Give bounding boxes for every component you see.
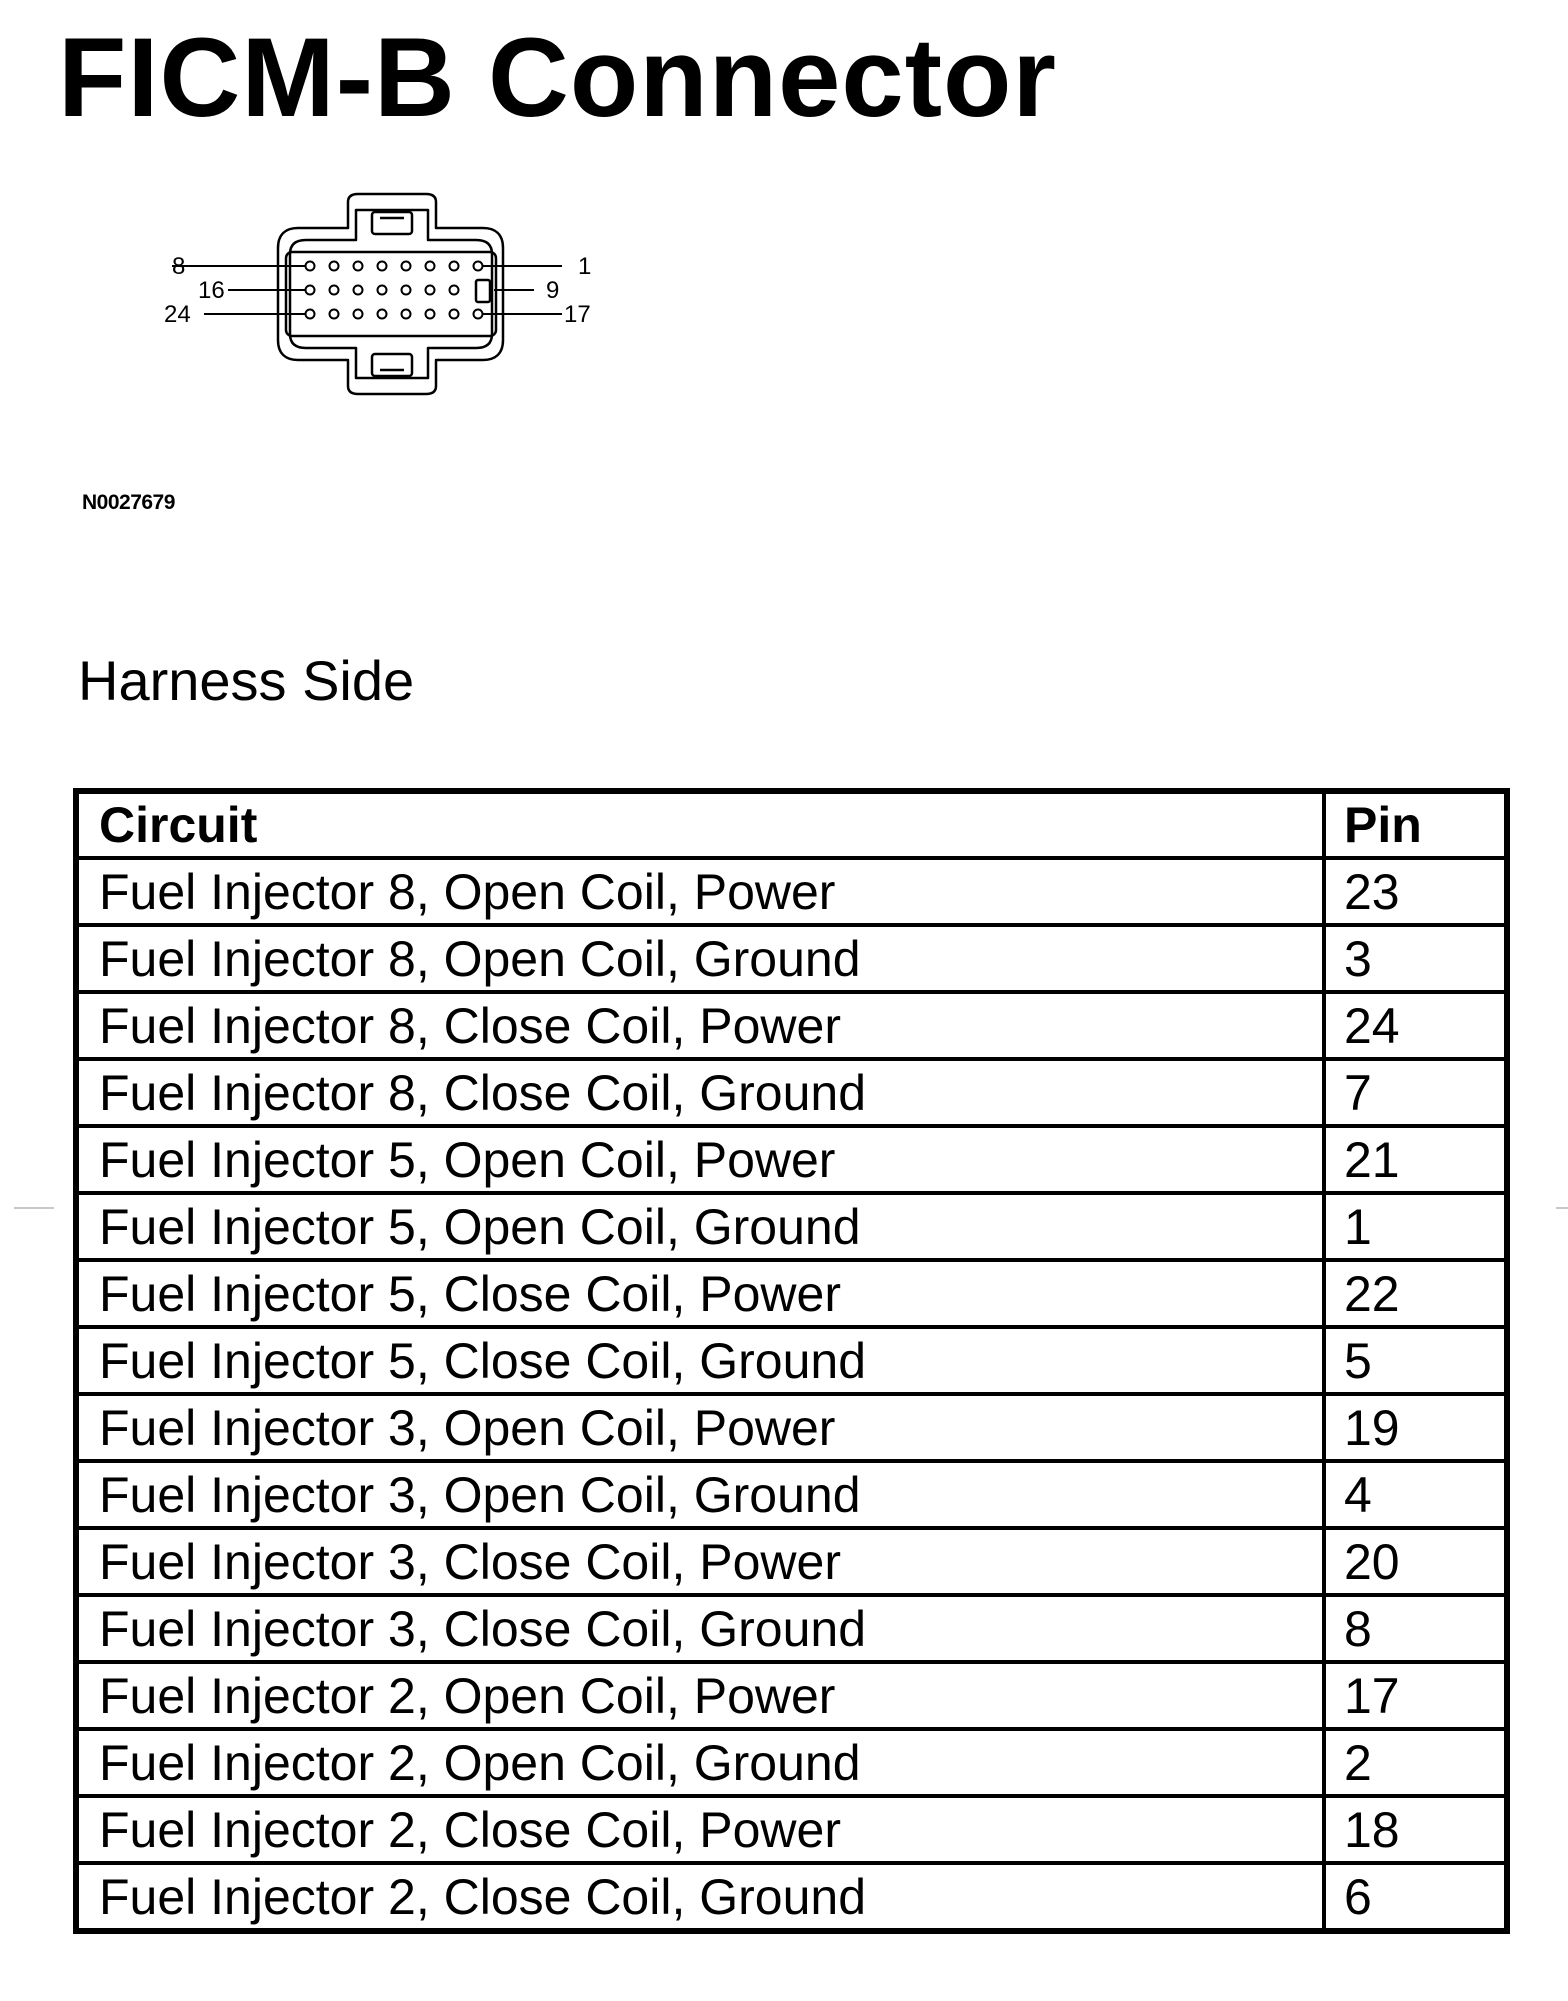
scan-artifact-left [14, 1207, 54, 1209]
scan-artifact-right [1556, 1207, 1568, 1209]
pin-label-17: 17 [564, 301, 591, 328]
circuit-cell: Fuel Injector 8, Close Coil, Ground [77, 1059, 1324, 1126]
pin-cell: 20 [1324, 1528, 1506, 1595]
pin-cell: 1 [1324, 1193, 1506, 1260]
pin-cell: 3 [1324, 925, 1506, 992]
circuit-cell: Fuel Injector 8, Close Coil, Power [77, 992, 1324, 1059]
pin-label-9: 9 [546, 277, 560, 304]
circuit-cell: Fuel Injector 3, Open Coil, Power [77, 1394, 1324, 1461]
pin-row-top [306, 262, 483, 271]
table-row [77, 1260, 1506, 1327]
table-row [77, 1863, 1506, 1930]
connector-pin-face [286, 252, 496, 336]
pin-cell: 7 [1324, 1059, 1506, 1126]
pin-cell: 24 [1324, 992, 1506, 1059]
table-row [77, 1461, 1506, 1528]
table-row [77, 992, 1506, 1059]
pin-label-8: 8 [172, 253, 186, 280]
table-row [77, 1729, 1506, 1796]
pin-table-body [77, 858, 1506, 1930]
table-row [77, 925, 1506, 992]
circuit-cell: Fuel Injector 2, Close Coil, Ground [77, 1863, 1324, 1930]
page-title: FICM-B Connector [58, 15, 1058, 140]
table-row [77, 1059, 1506, 1126]
figure-id: N0027679 [82, 491, 175, 514]
pin-cell: 6 [1324, 1863, 1506, 1930]
connector-top-latch [372, 212, 412, 234]
circuit-cell: Fuel Injector 2, Close Coil, Power [77, 1796, 1324, 1863]
harness-side-heading: Harness Side [78, 649, 415, 712]
column-header-circuit: Circuit [77, 792, 1324, 858]
pin-cell: 5 [1324, 1327, 1506, 1394]
circuit-cell: Fuel Injector 3, Close Coil, Power [77, 1528, 1324, 1595]
circuit-cell: Fuel Injector 3, Open Coil, Ground [77, 1461, 1324, 1528]
pin-cell: 23 [1324, 858, 1506, 925]
table-row [77, 1662, 1506, 1729]
circuit-cell: Fuel Injector 2, Open Coil, Power [77, 1662, 1324, 1729]
circuit-cell: Fuel Injector 3, Close Coil, Ground [77, 1595, 1324, 1662]
connector-diagram [158, 190, 618, 400]
table-row [77, 1126, 1506, 1193]
pin-cell: 17 [1324, 1662, 1506, 1729]
circuit-cell: Fuel Injector 5, Open Coil, Power [77, 1126, 1324, 1193]
table-row [77, 858, 1506, 925]
table-row [77, 1796, 1506, 1863]
pin-cell: 19 [1324, 1394, 1506, 1461]
table-row [77, 1327, 1506, 1394]
circuit-cell: Fuel Injector 5, Open Coil, Ground [77, 1193, 1324, 1260]
circuit-cell: Fuel Injector 2, Open Coil, Ground [77, 1729, 1324, 1796]
pin-cell: 8 [1324, 1595, 1506, 1662]
table-row [77, 1528, 1506, 1595]
pin-row-bottom [306, 310, 483, 319]
pin-label-16: 16 [198, 277, 225, 304]
pin-cell: 18 [1324, 1796, 1506, 1863]
table-row [77, 1394, 1506, 1461]
circuit-cell: Fuel Injector 8, Open Coil, Ground [77, 925, 1324, 992]
table-header-row [77, 792, 1506, 858]
connector-bottom-latch [372, 354, 412, 376]
pin-label-1: 1 [578, 253, 592, 280]
table-row [77, 1595, 1506, 1662]
circuit-cell: Fuel Injector 5, Close Coil, Power [77, 1260, 1324, 1327]
pin-label-24: 24 [164, 301, 191, 328]
pin-cell: 4 [1324, 1461, 1506, 1528]
pin-cell: 22 [1324, 1260, 1506, 1327]
connector-key [476, 280, 490, 302]
circuit-cell: Fuel Injector 5, Close Coil, Ground [77, 1327, 1324, 1394]
column-header-pin: Pin [1324, 792, 1506, 858]
pin-row-middle [306, 286, 459, 295]
pin-cell: 21 [1324, 1126, 1506, 1193]
pin-cell: 2 [1324, 1729, 1506, 1796]
pin-table [73, 788, 1510, 1934]
circuit-cell: Fuel Injector 8, Open Coil, Power [77, 858, 1324, 925]
table-row [77, 1193, 1506, 1260]
